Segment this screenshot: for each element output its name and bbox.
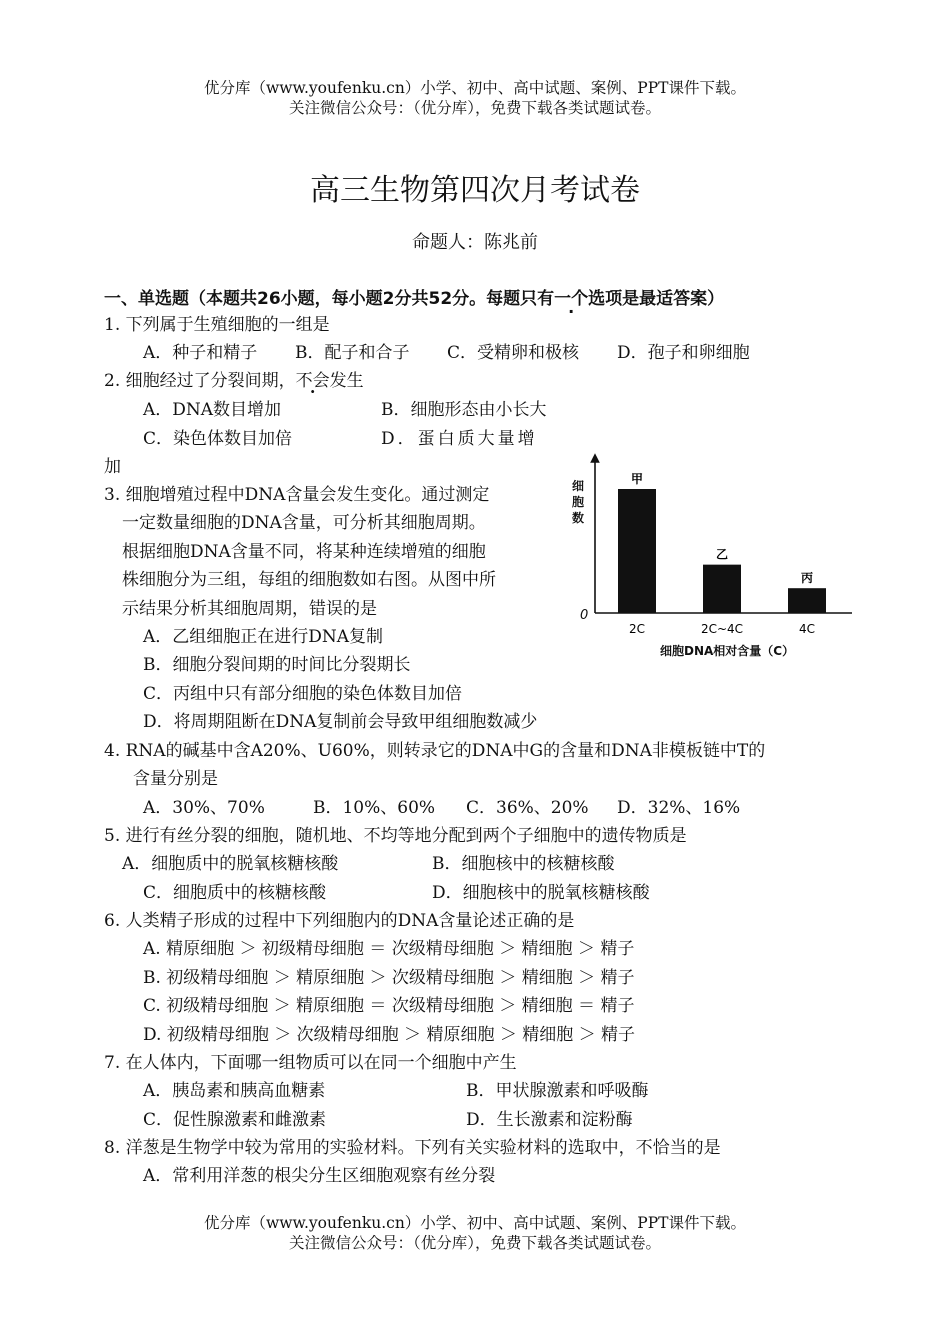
q1-option-c: C．受精卵和极核 [447, 343, 580, 363]
q7-option-d: D．生长激素和淀粉酶 [466, 1110, 633, 1130]
bar-label-1: 甲 [630, 472, 644, 486]
q3-line-1: 3. 细胞增殖过程中DNA含量会发生变化。通过测定 [104, 485, 490, 505]
q3-option-b: B．细胞分裂间期的时间比分裂期长 [143, 655, 411, 675]
footer-line-2: 关注微信公众号：（优分库），免费下载各类试题试卷。 [288, 1234, 661, 1252]
x-axis-title: 细胞DNA相对含量（C） [660, 644, 795, 658]
q2-option-c: C．染色体数目加倍 [143, 429, 293, 449]
q6-option-a: A. 精原细胞 ＞ 初级精母细胞 ＝ 次级精母细胞 ＞ 精细胞 ＞ 精子 [143, 939, 635, 959]
author: 命题人：陈兆前 [412, 232, 538, 253]
q7-option-a: A．胰岛素和胰高血糖素 [143, 1081, 326, 1101]
q3-option-a: A．乙组细胞正在进行DNA复制 [143, 627, 384, 647]
q7-option-b: B．甲状腺激素和呼吸酶 [466, 1081, 649, 1101]
q1-option-d: D．孢子和卵细胞 [617, 343, 750, 363]
bar-3 [788, 588, 826, 613]
q2-stem-post: 发生 [329, 371, 364, 391]
q4-stem: 4. RNA的碱基中含A20%、U60%，则转录它的DNA中G的含量和DNA非模板链中T的 [104, 741, 766, 761]
q2-option-b: B．细胞形态由小长大 [381, 400, 547, 420]
q2-option-d: D．蛋白质大量增 [381, 429, 538, 449]
x-tick-label-3: 4C [798, 622, 816, 636]
section-suffix: 选项是最适答案） [588, 289, 725, 309]
q1-option-b: B．配子和合子 [295, 343, 410, 363]
bar-1 [618, 489, 656, 613]
footer-line-1: 优分库（www.youfenku.cn）小学、初中、高中试题、案例、PPT课件下载。 [203, 1214, 747, 1232]
section-prefix: 一、单选题（本题共26小题，每小题2分共52分。每题只有 [104, 289, 555, 309]
q3-line-2: 一定数量细胞的DNA含量，可分析其细胞周期。 [122, 513, 486, 533]
page-title: 高三生物第四次月考试卷 [310, 173, 640, 208]
q6-option-d: D. 初级精母细胞 ＞ 次级精母细胞 ＞ 精原细胞 ＞ 精细胞 ＞ 精子 [143, 1025, 636, 1045]
bar-label-3: 丙 [800, 571, 814, 586]
q2-stem-pre: 2. 细胞经过了分裂间期， [104, 371, 296, 391]
header-line-1: 优分库（www.youfenku.cn）小学、初中、高中试题、案例、PPT课件下载。 [203, 79, 747, 97]
q1-option-a: A．种子和精子 [143, 343, 258, 363]
q8-option-a: A．常利用洋葱的根尖分生区细胞观察有丝分裂 [143, 1166, 496, 1186]
q4-stem-2: 含量分别是 [133, 769, 218, 789]
y-label-char-2: 胞 [572, 495, 585, 509]
q3-line-3: 根据细胞DNA含量不同，将某种连续增殖的细胞 [122, 542, 486, 562]
bar-2 [703, 565, 741, 613]
x-tick-label-1: 2C [628, 622, 646, 636]
q3-line-4: 株细胞分为三组，每组的细胞数如右图。从图中所 [122, 570, 496, 590]
q7-stem: 7. 在人体内，下面哪一组物质可以在同一个细胞中产生 [104, 1053, 517, 1073]
q5-option-d: D．细胞核中的脱氧核糖核酸 [432, 883, 650, 903]
origin-label: 0 [580, 608, 589, 623]
q5-option-a: A．细胞质中的脱氧核糖核酸 [122, 854, 339, 874]
q6-option-c: C. 初级精母细胞 ＞ 精原细胞 ＝ 次级精母细胞 ＞ 精细胞 ＝ 精子 [143, 996, 635, 1016]
q4-option-d: D．32%、16% [617, 798, 741, 818]
q3-line-5: 示结果分析其细胞周期，错误的是 [122, 599, 377, 619]
y-label-char-3: 数 [572, 511, 585, 525]
q5-stem: 5. 进行有丝分裂的细胞，随机地、不均等地分配到两个子细胞中的遗传物质是 [104, 826, 687, 846]
q3-option-d: D．将周期阻断在DNA复制前会导致甲组细胞数减少 [143, 712, 538, 732]
q3-option-c: C．丙组中只有部分细胞的染色体数目加倍 [143, 684, 463, 704]
q6-stem: 6. 人类精子形成的过程中下列细胞内的DNA含量论述正确的是 [104, 911, 575, 931]
q4-option-b: B．10%、60% [313, 798, 436, 818]
q5-option-c: C．细胞质中的核糖核酸 [143, 883, 327, 903]
q2-option-d-wrap: 加 [104, 457, 121, 477]
section-heading [104, 284, 724, 309]
q7-option-c: C．促性腺激素和雌激素 [143, 1110, 327, 1130]
q8-stem: 8. 洋葱是生物学中较为常用的实验材料。下列有关实验材料的选取中，不恰当的是 [104, 1138, 721, 1158]
header-line-2: 关注微信公众号：（优分库），免费下载各类试题试卷。 [288, 99, 661, 117]
q2-stem-emphasis: 不会 [295, 371, 330, 391]
q6-option-b: B. 初级精母细胞 ＞ 精原细胞 ＞ 次级精母细胞 ＞ 精细胞 ＞ 精子 [143, 968, 635, 988]
y-label-char-1: 细 [572, 479, 585, 493]
section-emphasis: 一个 [554, 289, 589, 309]
q2-option-a: A．DNA数目增加 [143, 400, 282, 420]
q5-option-b: B．细胞核中的核糖核酸 [432, 854, 615, 874]
x-tick-label-2: 2C~4C [700, 622, 744, 636]
bar-label-2: 乙 [715, 547, 729, 562]
q2-stem [104, 370, 364, 392]
q1-stem: 1. 下列属于生殖细胞的一组是 [104, 315, 330, 335]
dna-content-chart [560, 450, 860, 665]
q4-option-a: A．30%、70% [143, 798, 265, 818]
q4-option-c: C．36%、20% [466, 798, 589, 818]
